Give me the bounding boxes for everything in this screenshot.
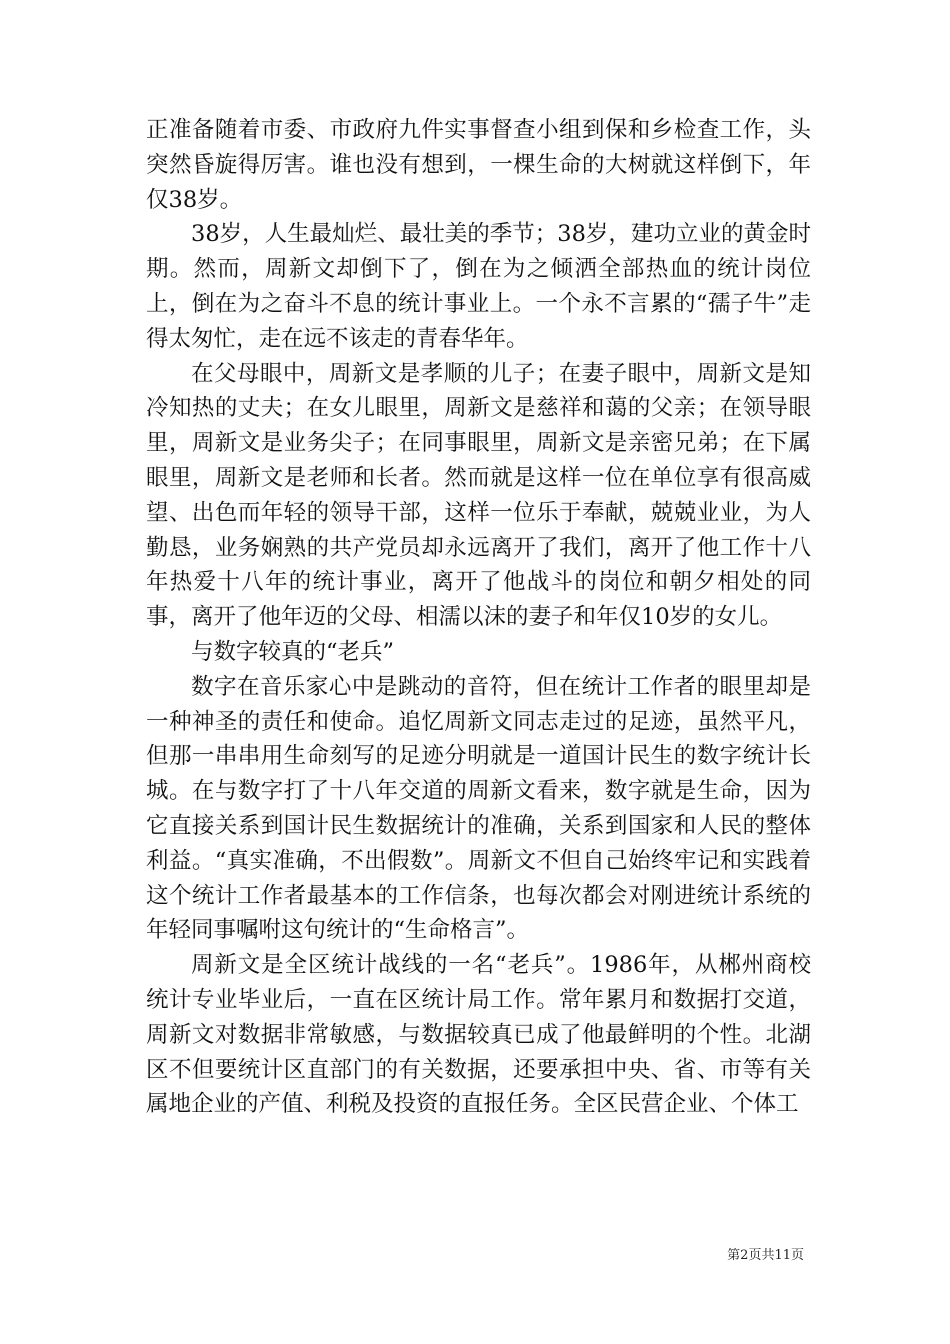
paragraph: 正准备随着市委、市政府九件实事督查小组到保和乡检查工作，头突然昏旋得厉害。谁也没有想到，一棵生命的大树就这样倒下，年仅38岁。	[146, 117, 811, 213]
paragraph: 38岁，人生最灿烂、最壮美的季节；38岁，建功立业的黄金时期。然而，周新文却倒下了，倒在为之倾洒全部热血的统计岗位上，倒在为之奋斗不息的统计事业上。一个永不言累的“孺子牛”走得太匆忙，走在远不该走的青春华年。	[146, 221, 811, 352]
paragraph: 在父母眼中，周新文是孝顺的儿子；在妻子眼中，周新文是知冷知热的丈夫；在女儿眼里，周新文是慈祥和蔼的父亲；在领导眼里，周新文是业务尖子；在同事眼里，周新文是亲密兄弟；在下属眼里，周新文是老师和长者。然而就是这样一位在单位享有很高威望、出色而年轻的领导干部，这样一位乐于奉献，兢兢业业，为人勤恳，业务娴熟的共产党员却永远离开了我们，离开了他工作十八年热爱十八年的统计事业，离开了他战斗的岗位和朝夕相处的同事，离开了他年迈的父母、相濡以沫的妻子和年仅10岁的女儿。	[146, 360, 811, 631]
section-heading: 与数字较真的“老兵”	[191, 638, 395, 665]
paragraph: 周新文是全区统计战线的一名“老兵”。1986年，从郴州商校统计专业毕业后，一直在区统计局工作。常年累月和数据打交道，周新文对数据非常敏感，与数据较真已成了他最鲜明的个性。北湖区不但要统计区直部门的有关数据，还要承担中央、省、市等有关属地企业的产值、利税及投资的直报任务。全区民营企业、个体工	[146, 952, 811, 1118]
page-number-footer: 第2页共11页	[727, 1248, 804, 1263]
paragraph: 数字在音乐家心中是跳动的音符，但在统计工作者的眼里却是一种神圣的责任和使命。追忆周新文同志走过的足迹，虽然平凡，但那一串串用生命刻写的足迹分明就是一道国计民生的数字统计长城。在与数字打了十八年交道的周新文看来，数字就是生命，因为它直接关系到国计民生数据统计的准确，关系到国家和人民的整体利益。“真实准确，不出假数”。周新文不但自己始终牢记和实践着这个统计工作者最基本的工作信条，也每次都会对刚进统计系统的年轻同事嘱咐这句统计的“生命格言”。	[146, 673, 811, 944]
document-body	[146, 113, 811, 1122]
